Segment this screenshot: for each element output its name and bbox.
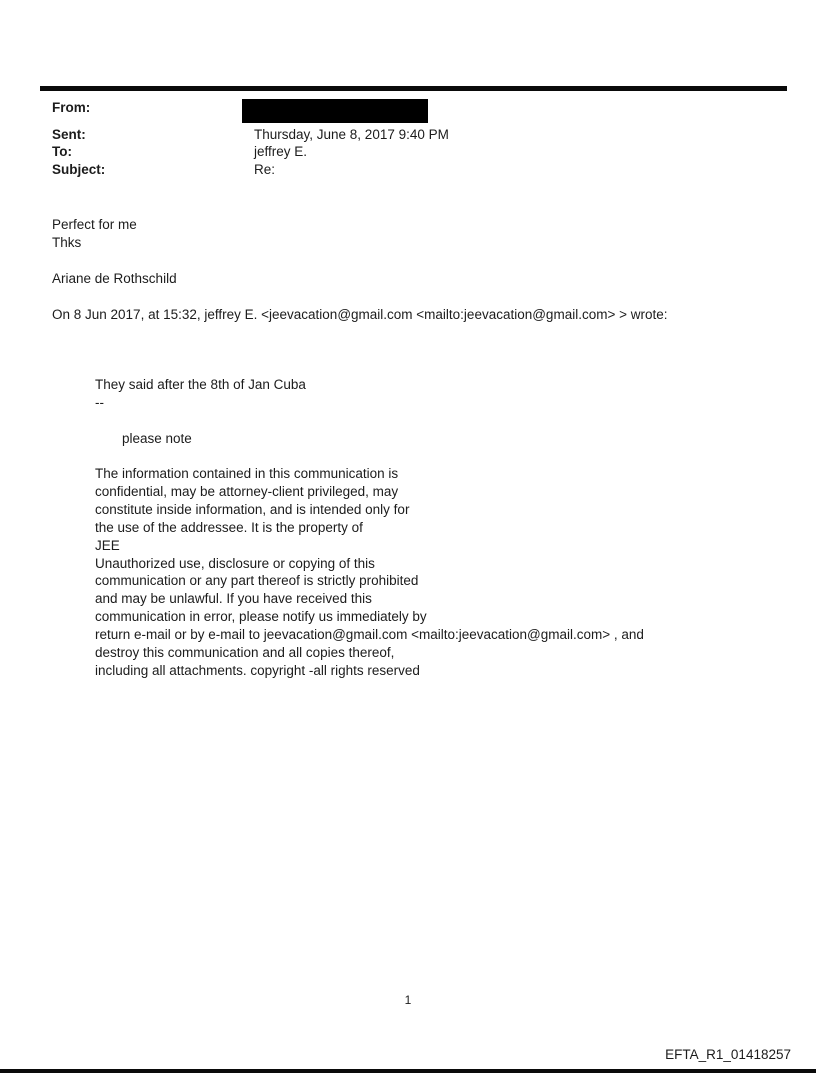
sent-label: Sent: xyxy=(52,127,86,142)
confidentiality-disclaimer xyxy=(95,465,644,680)
quoted-line: They said after the 8th of Jan Cuba xyxy=(95,377,306,392)
disclaimer-line: including all attachments. copyright -all rights reserved xyxy=(95,662,420,678)
quoted-separator: -- xyxy=(95,395,104,410)
disclaimer-line: constitute inside information, and is intended only for xyxy=(95,501,410,517)
from-label: From: xyxy=(52,100,91,115)
disclaimer-heading: please note xyxy=(122,431,192,446)
disclaimer-line: confidential, may be attorney-client privileged, may xyxy=(95,483,399,499)
disclaimer-line: The information contained in this communication is xyxy=(95,466,399,481)
disclaimer-line: Unauthorized use, disclosure or copying of this xyxy=(95,555,375,571)
header-top-rule xyxy=(40,86,787,91)
to-label: To: xyxy=(52,144,72,159)
subject-value: Re: xyxy=(254,162,276,177)
disclaimer-line: return e-mail or by e-mail to jeevacation@gmail.com <mailto:jeevacation@gmail.com> , and xyxy=(95,627,644,643)
from-value-redaction-bar xyxy=(242,99,428,123)
body-line: Thks xyxy=(52,235,82,250)
signature: Ariane de Rothschild xyxy=(52,271,177,286)
sent-value: Thursday, June 8, 2017 9:40 PM xyxy=(254,127,449,142)
disclaimer-line: communication or any part thereof is strictly prohibited xyxy=(95,573,419,589)
disclaimer-line: JEE xyxy=(95,537,120,553)
to-value: jeffrey E. xyxy=(254,144,308,159)
disclaimer-line: communication in error, please notify us immediately by xyxy=(95,609,427,625)
quote-attribution: On 8 Jun 2017, at 15:32, jeffrey E. <jeevacation@gmail.com <mailto:jeevacation@gmail.com> > wrote: xyxy=(52,307,668,322)
disclaimer-line: destroy this communication and all copies thereof, xyxy=(95,645,395,661)
subject-label: Subject: xyxy=(52,162,106,177)
bates-number: EFTA_R1_01418257 xyxy=(665,1047,791,1062)
page-bottom-scan-edge xyxy=(0,1069,816,1073)
disclaimer-line: the use of the addressee. It is the property of xyxy=(95,519,363,535)
body-line: Perfect for me xyxy=(52,217,137,232)
disclaimer-line: and may be unlawful. If you have received this xyxy=(95,591,372,607)
page-number: 1 xyxy=(404,993,412,1007)
